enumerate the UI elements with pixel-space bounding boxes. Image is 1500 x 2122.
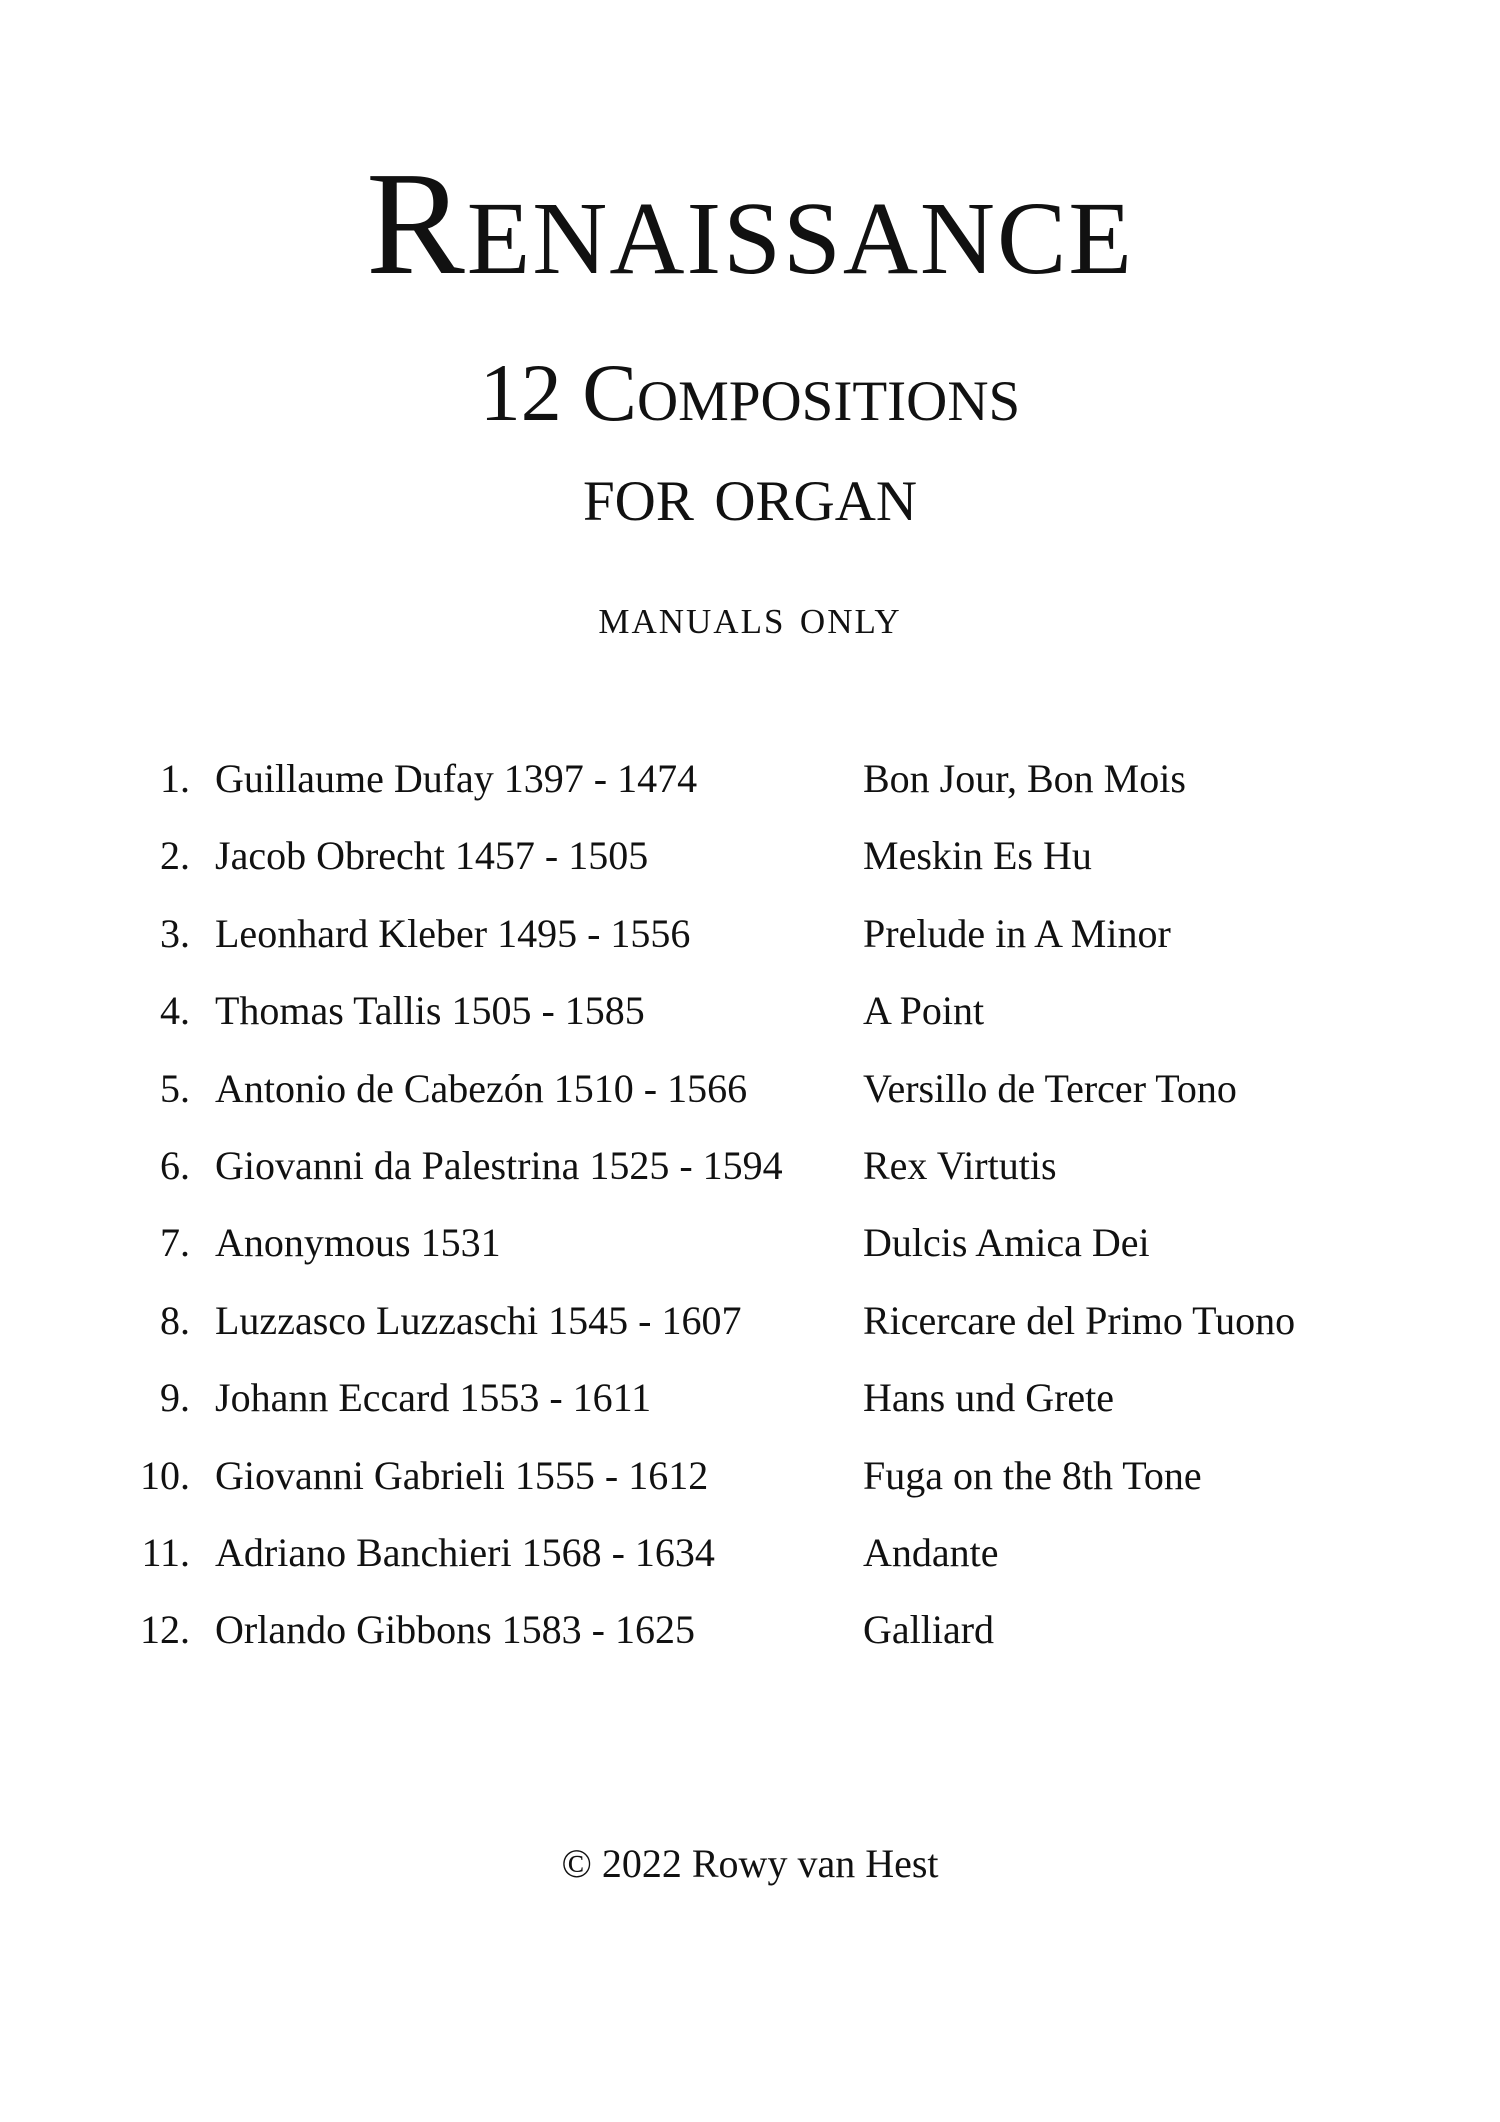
piece-title: Meskin Es Hu xyxy=(863,833,1092,879)
piece-title: Prelude in A Minor xyxy=(863,910,1171,956)
item-number: 6. xyxy=(160,1142,190,1188)
composer-name: Johann Eccard 1553 - 1611 xyxy=(215,1375,652,1421)
item-number: 1. xyxy=(160,756,190,801)
subtitle-line-1: 12 Compositions xyxy=(479,347,1021,438)
composition-row xyxy=(0,1529,1500,1606)
composition-row xyxy=(0,1142,1500,1219)
composition-row xyxy=(0,1452,1500,1529)
item-number: 9. xyxy=(160,1375,190,1421)
item-number: 5. xyxy=(160,1065,190,1111)
composer-name: Thomas Tallis 1505 - 1585 xyxy=(215,988,645,1034)
subtitle-line-2: for organ xyxy=(582,447,918,538)
item-number: 12. xyxy=(140,1607,190,1653)
composer-name: Jacob Obrecht 1457 - 1505 xyxy=(215,833,649,879)
composition-row xyxy=(0,832,1500,909)
item-number: 3. xyxy=(160,910,190,956)
composer-name: Adriano Banchieri 1568 - 1634 xyxy=(215,1529,715,1575)
composition-row xyxy=(0,1297,1500,1374)
composition-row xyxy=(0,755,1500,832)
composition-row xyxy=(0,910,1500,987)
piece-title: Versillo de Tercer Tono xyxy=(863,1065,1237,1111)
composition-list xyxy=(0,755,1500,1684)
composer-name: Luzzasco Luzzaschi 1545 - 1607 xyxy=(215,1297,742,1343)
item-number: 10. xyxy=(140,1452,190,1498)
composer-name: Giovanni da Palestrina 1525 - 1594 xyxy=(215,1142,783,1188)
item-number: 8. xyxy=(160,1297,190,1343)
item-number: 2. xyxy=(160,833,190,879)
composition-row xyxy=(0,1374,1500,1451)
piece-title: Bon Jour, Bon Mois xyxy=(863,756,1186,801)
composer-name: Antonio de Cabezón 1510 - 1566 xyxy=(215,1065,748,1111)
piece-title: Hans und Grete xyxy=(863,1375,1115,1421)
composition-row xyxy=(0,987,1500,1064)
copyright-notice: © 2022 Rowy van Hest xyxy=(561,1841,939,1886)
composer-name: Giovanni Gabrieli 1555 - 1612 xyxy=(215,1452,709,1498)
composition-row xyxy=(0,1606,1500,1683)
composer-name: Orlando Gibbons 1583 - 1625 xyxy=(215,1607,695,1653)
piece-title: Ricercare del Primo Tuono xyxy=(863,1297,1296,1343)
piece-title: Rex Virtutis xyxy=(863,1142,1057,1188)
piece-title: A Point xyxy=(863,988,985,1034)
page-title: Renaissance xyxy=(366,142,1134,306)
composer-name: Guillaume Dufay 1397 - 1474 xyxy=(215,756,698,801)
piece-title: Fuga on the 8th Tone xyxy=(863,1452,1202,1498)
subtitle-line-3: manuals only xyxy=(598,588,902,644)
composition-row xyxy=(0,1065,1500,1142)
item-number: 11. xyxy=(141,1529,190,1575)
piece-title: Galliard xyxy=(863,1607,995,1653)
composition-row xyxy=(0,1219,1500,1296)
composer-name: Leonhard Kleber 1495 - 1556 xyxy=(215,910,691,956)
piece-title: Andante xyxy=(863,1529,999,1575)
piece-title: Dulcis Amica Dei xyxy=(863,1220,1150,1266)
item-number: 7. xyxy=(160,1220,190,1266)
composer-name: Anonymous 1531 xyxy=(215,1220,501,1266)
item-number: 4. xyxy=(160,988,190,1034)
